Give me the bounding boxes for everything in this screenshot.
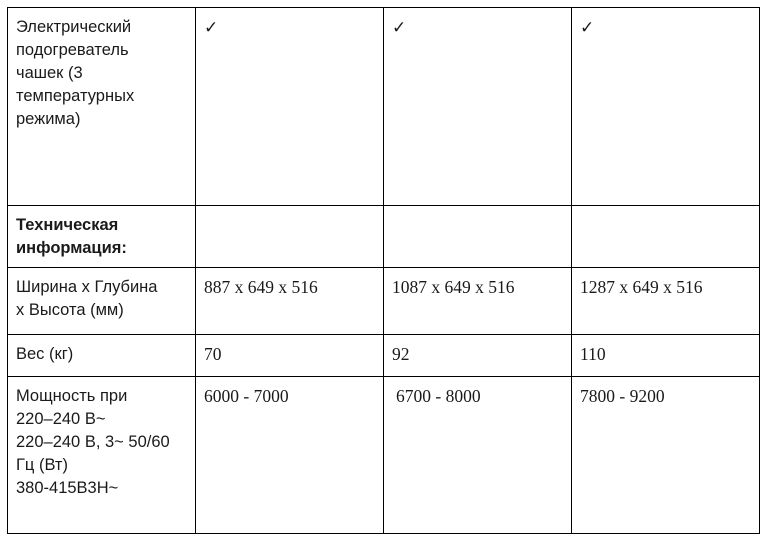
cell-text: 1087 x 649 x 516: [392, 277, 515, 297]
cell-empty-2: [384, 206, 572, 268]
cell-check-2: [384, 8, 572, 206]
spec-table: [7, 7, 760, 534]
table-row-cup-warmer: [8, 8, 760, 206]
check-icon: ✓: [580, 18, 595, 38]
cell-empty-3: [572, 206, 760, 268]
cell-power-3: [572, 377, 760, 534]
row-label-tech-info: [8, 206, 196, 268]
cell-dimensions-1: [196, 268, 384, 335]
row-label-cup-warmer: [8, 8, 196, 206]
table-row-dimensions: [8, 268, 760, 335]
cell-check-3: [572, 8, 760, 206]
cell-text: Техническая информация:: [16, 216, 127, 257]
row-label-dimensions: [8, 268, 196, 335]
cell-text: 110: [580, 344, 606, 364]
cell-text: Электрический подогреватель чашек (3 температурных режима): [16, 18, 135, 128]
cell-weight-3: [572, 335, 760, 377]
cell-text: 1287 x 649 x 516: [580, 277, 703, 297]
cell-text: 6000 - 7000: [204, 386, 289, 406]
cell-text: Мощность при 220–240 В~ 220–240 В, 3~ 50/60 Гц (Вт) 380-415В3Н~: [16, 387, 170, 497]
cell-check-1: [196, 8, 384, 206]
cell-text: Вес (кг): [16, 345, 74, 363]
cell-dimensions-2: [384, 268, 572, 335]
cell-power-2: [384, 377, 572, 534]
row-label-weight: [8, 335, 196, 377]
cell-text: 7800 - 9200: [580, 386, 665, 406]
cell-dimensions-3: [572, 268, 760, 335]
cell-text: 887 x 649 x 516: [204, 277, 318, 297]
table-row-power: [8, 377, 760, 534]
row-label-power: [8, 377, 196, 534]
cell-empty-1: [196, 206, 384, 268]
check-icon: ✓: [392, 18, 407, 38]
check-icon: ✓: [204, 18, 219, 38]
cell-text: 6700 - 8000: [396, 386, 481, 406]
cell-text: Ширина х Глубина х Высота (мм): [16, 278, 158, 319]
cell-weight-2: [384, 335, 572, 377]
cell-weight-1: [196, 335, 384, 377]
table-row-weight: [8, 335, 760, 377]
cell-text: 70: [204, 344, 222, 364]
cell-text: 92: [392, 344, 410, 364]
table-row-tech-info: [8, 206, 760, 268]
cell-power-1: [196, 377, 384, 534]
